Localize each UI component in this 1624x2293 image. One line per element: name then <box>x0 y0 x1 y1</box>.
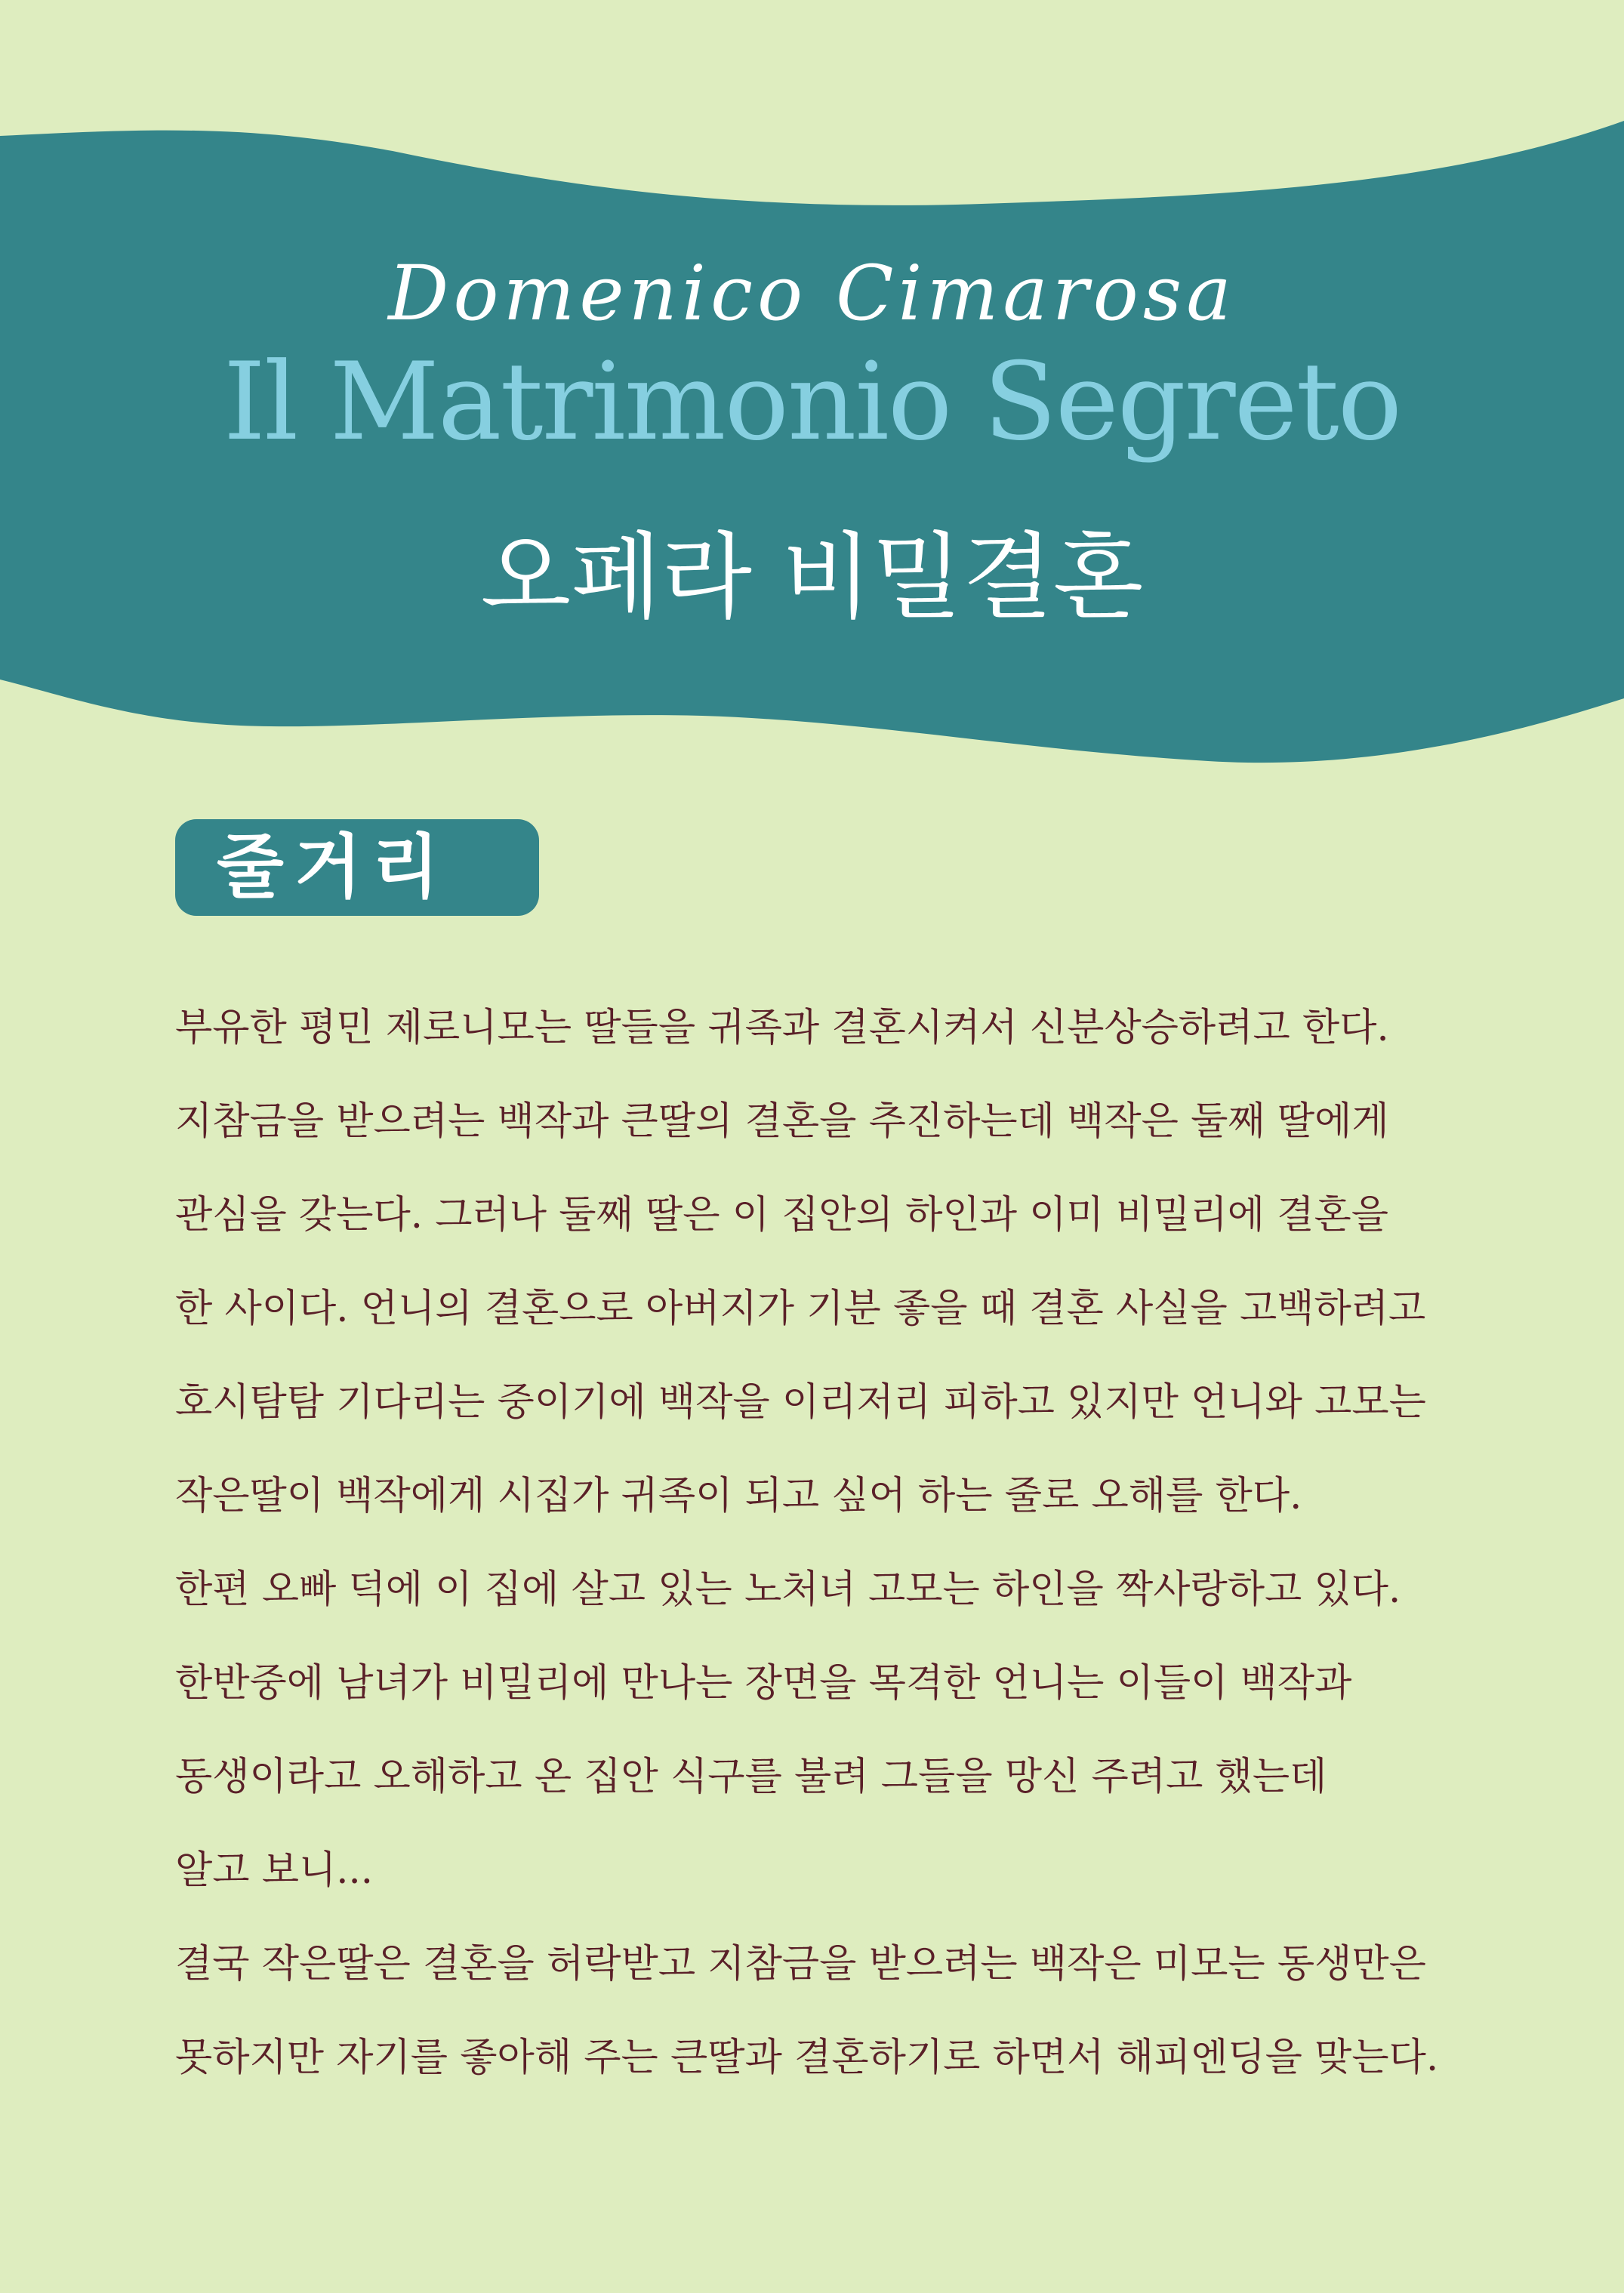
synopsis-line: 못하지만 자기를 좋아해 주는 큰딸과 결혼하기로 하면서 해피엔딩을 맞는다. <box>175 2036 1439 2080</box>
synopsis-heading: 줄거리 <box>175 819 539 916</box>
synopsis-line: 부유한 평민 제로니모는 딸들을 귀족과 결혼시켜서 신분상승하려고 한다. <box>175 1006 1389 1050</box>
synopsis-line: 동생이라고 오해하고 온 집안 식구를 불려 그들을 망신 주려고 했는데 <box>175 1755 1327 1799</box>
synopsis-line: 결국 작은딸은 결혼을 허락받고 지참금을 받으려는 백작은 미모는 동생만은 <box>175 1942 1426 1986</box>
synopsis-line: 호시탐탐 기다리는 중이기에 백작을 이리저리 피하고 있지만 언니와 고모는 <box>175 1380 1426 1425</box>
opera-title-italian: Il Matrimonio Segreto <box>223 340 1401 464</box>
synopsis-line: 지참금을 받으려는 백작과 큰딸의 결혼을 추진하는데 백작은 둘째 딸에게 <box>175 1099 1389 1144</box>
synopsis-line: 알고 보니... <box>175 1848 373 1893</box>
synopsis-line: 한반중에 남녀가 비밀리에 만나는 장면을 목격한 언니는 이들이 백작과 <box>175 1661 1352 1706</box>
composer-name: Domenico Cimarosa <box>388 249 1236 337</box>
synopsis-text <box>175 982 1474 2105</box>
opera-title-korean: 오페라 비밀결혼 <box>480 523 1144 632</box>
synopsis-line: 관심을 갖는다. 그러나 둘째 딸은 이 집안의 하인과 이미 비밀리에 결혼을 <box>175 1193 1389 1237</box>
synopsis-line: 작은딸이 백작에게 시집가 귀족이 되고 싶어 하는 줄로 오해를 한다. <box>175 1474 1302 1518</box>
synopsis-line: 한 사이다. 언니의 결혼으로 아버지가 기분 좋을 때 결혼 사실을 고백하려고 <box>175 1287 1426 1331</box>
synopsis-line: 한편 오빠 덕에 이 집에 살고 있는 노처녀 고모는 하인을 짝사랑하고 있다. <box>175 1567 1401 1612</box>
